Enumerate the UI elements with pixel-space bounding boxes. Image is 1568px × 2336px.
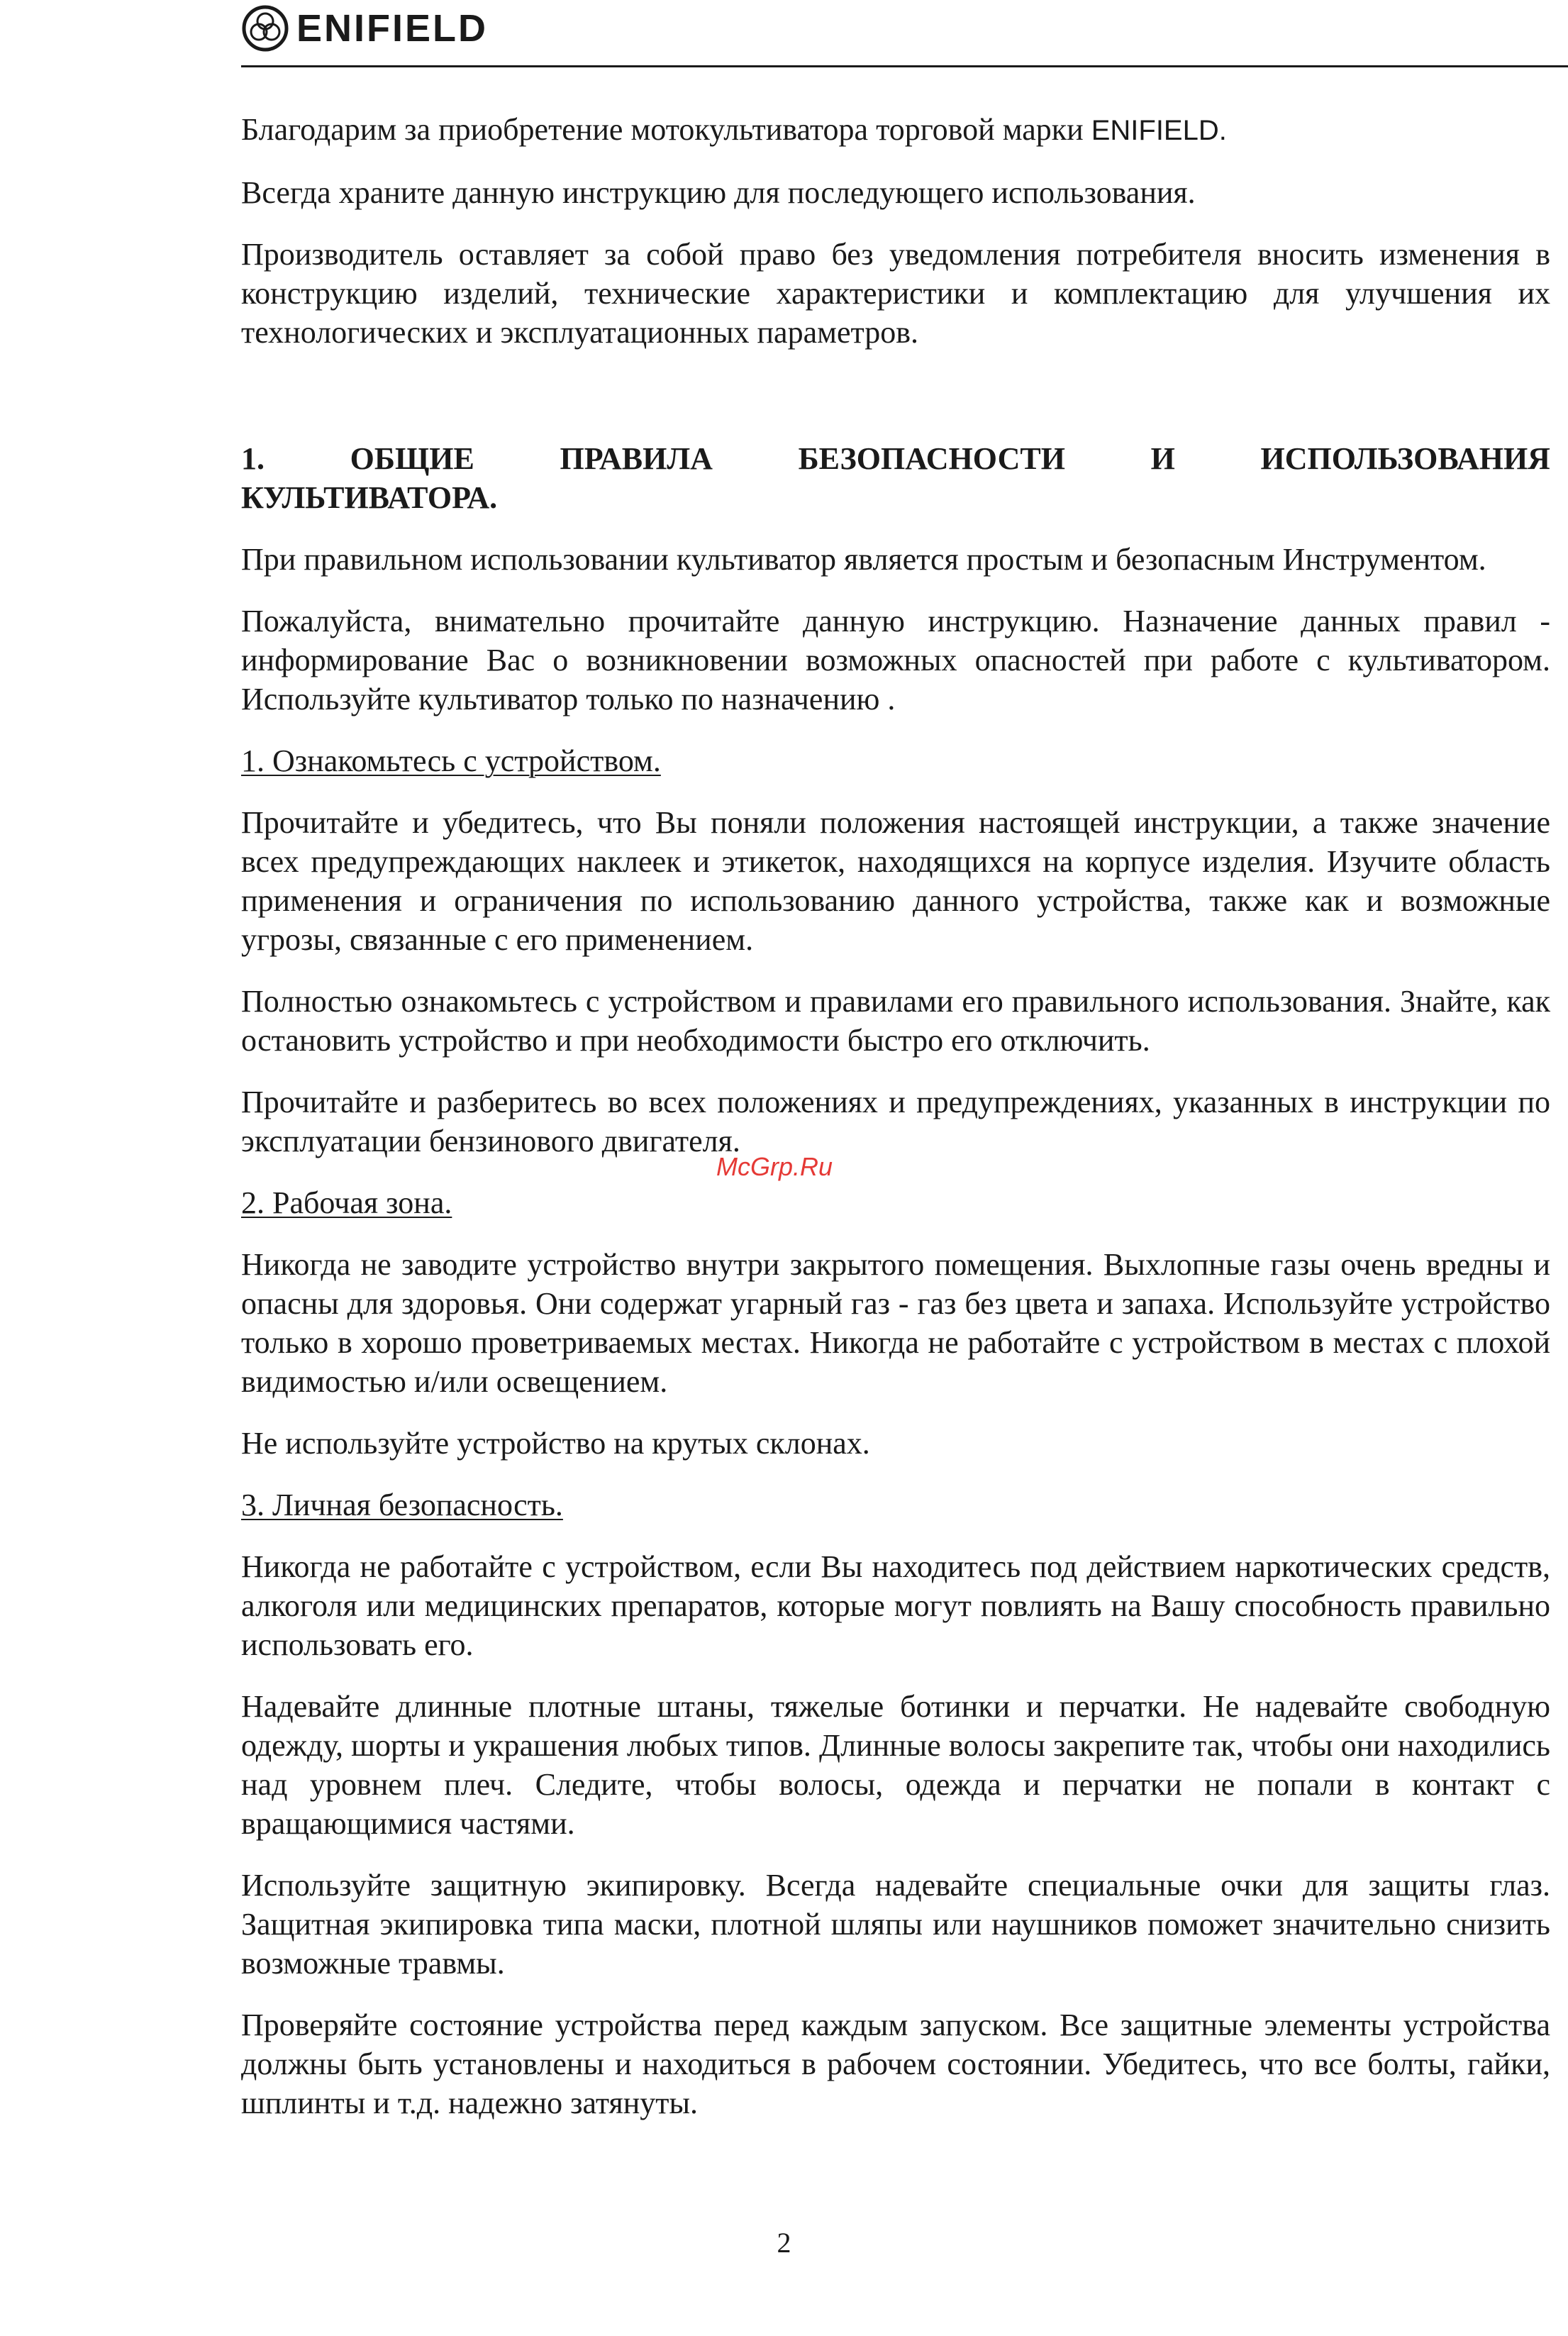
brand-logo (241, 3, 488, 54)
subsection-3-title: 3. Личная безопасность. (241, 1488, 563, 1522)
logo-text: ENIFIELD (296, 7, 489, 50)
header-divider (241, 65, 1568, 67)
heading-word: И (1150, 441, 1175, 476)
subsection-1-paragraph: Прочитайте и убедитесь, что Вы поняли положения настоящей инструкции, а также значение всех предупреждающих наклеек и этикеток, находящихся на корпусе изделия. Изучите область применения и ограничения по использованию данного устройства, также как и возможные угрозы, связанные с его применением. (241, 805, 1550, 957)
intro-keep: Всегда храните данную инструкцию для последующего использования. (241, 175, 1196, 210)
subsection-1-paragraph: Прочитайте и разберитесь во всех положениях и предупреждениях, указанных в инструкции по эксплуатации бензинового двигателя. (241, 1085, 1550, 1158)
subsection-2-paragraph: Никогда не заводите устройство внутри закрытого помещения. Выхлопные газы очень вредны и опасны для здоровья. Они содержат угарный газ - газ без цвета и запаха. Используйте устройство только в хорошо проветриваемых местах. Никогда не работайте с устройством в местах с плохой видимостью и/или освещением. (241, 1247, 1550, 1399)
section-1-heading-line2: КУЛЬТИВАТОРА. (241, 480, 498, 515)
heading-word: ПРАВИЛА (560, 441, 713, 476)
heading-word: БЕЗОПАСНОСТИ (798, 441, 1065, 476)
page-header (241, 0, 1568, 71)
heading-word: ОБЩИЕ (350, 441, 474, 476)
intro-thanks-text: Благодарим за приобретение мотокультиватора торговой марки (241, 112, 1091, 147)
intro-rights: Производитель оставляет за собой право без уведомления потребителя вносить изменения в конструкцию изделий, технические характеристики и комплектацию для улучшения их технологических и эксплуатационных параметров. (241, 237, 1550, 350)
subsection-1-title: 1. Ознакомьтесь с устройством. (241, 743, 661, 778)
intro-brand-name: ENIFIELD. (1091, 115, 1227, 146)
subsection-2-title: 2. Рабочая зона. (241, 1185, 452, 1220)
heading-word: ИСПОЛЬЗОВАНИЯ (1260, 441, 1550, 476)
subsection-3-paragraph: Используйте защитную экипировку. Всегда надевайте специальные очки для защиты глаз. Защитная экипировка типа маски, плотной шляпы или наушников поможет значительно снизить возможные травмы. (241, 1868, 1550, 1981)
watermark: McGrp.Ru (716, 1152, 833, 1181)
subsection-2-paragraph: Не используйте устройство на крутых склонах. (241, 1426, 870, 1461)
subsection-3-paragraph: Проверяйте состояние устройства перед каждым запуском. Все защитные элементы устройства должны быть установлены и находиться в рабочем состоянии. Убедитесь, что все болты, гайки, шплинты и т.д. надежно затянуты. (241, 2008, 1550, 2120)
enifield-rings-emblem-icon (241, 4, 289, 52)
section-1-paragraph: При правильном использовании культиватор является простым и безопасным Инструментом. (241, 542, 1486, 577)
subsection-3-paragraph: Надевайте длинные плотные штаны, тяжелые ботинки и перчатки. Не надевайте свободную одежду, шорты и украшения любых типов. Длинные волосы закрепите так, чтобы они находились над уровнем плеч. Следите, чтобы волосы, одежда и перчатки не попали в контакт с вращающимися частями. (241, 1689, 1550, 1841)
subsection-1-paragraph: Полностью ознакомьтесь с устройством и правилами его правильного использования. Знайте, как остановить устройство и при необходимости быстро его отключить. (241, 984, 1550, 1058)
heading-word: 1. (241, 441, 265, 476)
section-1-heading (241, 439, 1550, 517)
section-1-paragraph: Пожалуйста, внимательно прочитайте данную инструкцию. Назначение данных правил - информирование Вас о возникновении возможных опасностей при работе с культиватором. Используйте культиватор только по назначению . (241, 604, 1550, 716)
intro-thanks (241, 110, 1550, 150)
page-number: 2 (777, 2227, 791, 2259)
section-1-heading-line1 (241, 439, 1550, 478)
subsection-3-paragraph: Никогда не работайте с устройством, если Вы находитесь под действием наркотических средств, алкоголя или медицинских препаратов, которые могут повлиять на Вашу способность правильно использовать его. (241, 1549, 1550, 1662)
document-body (241, 110, 1550, 2145)
